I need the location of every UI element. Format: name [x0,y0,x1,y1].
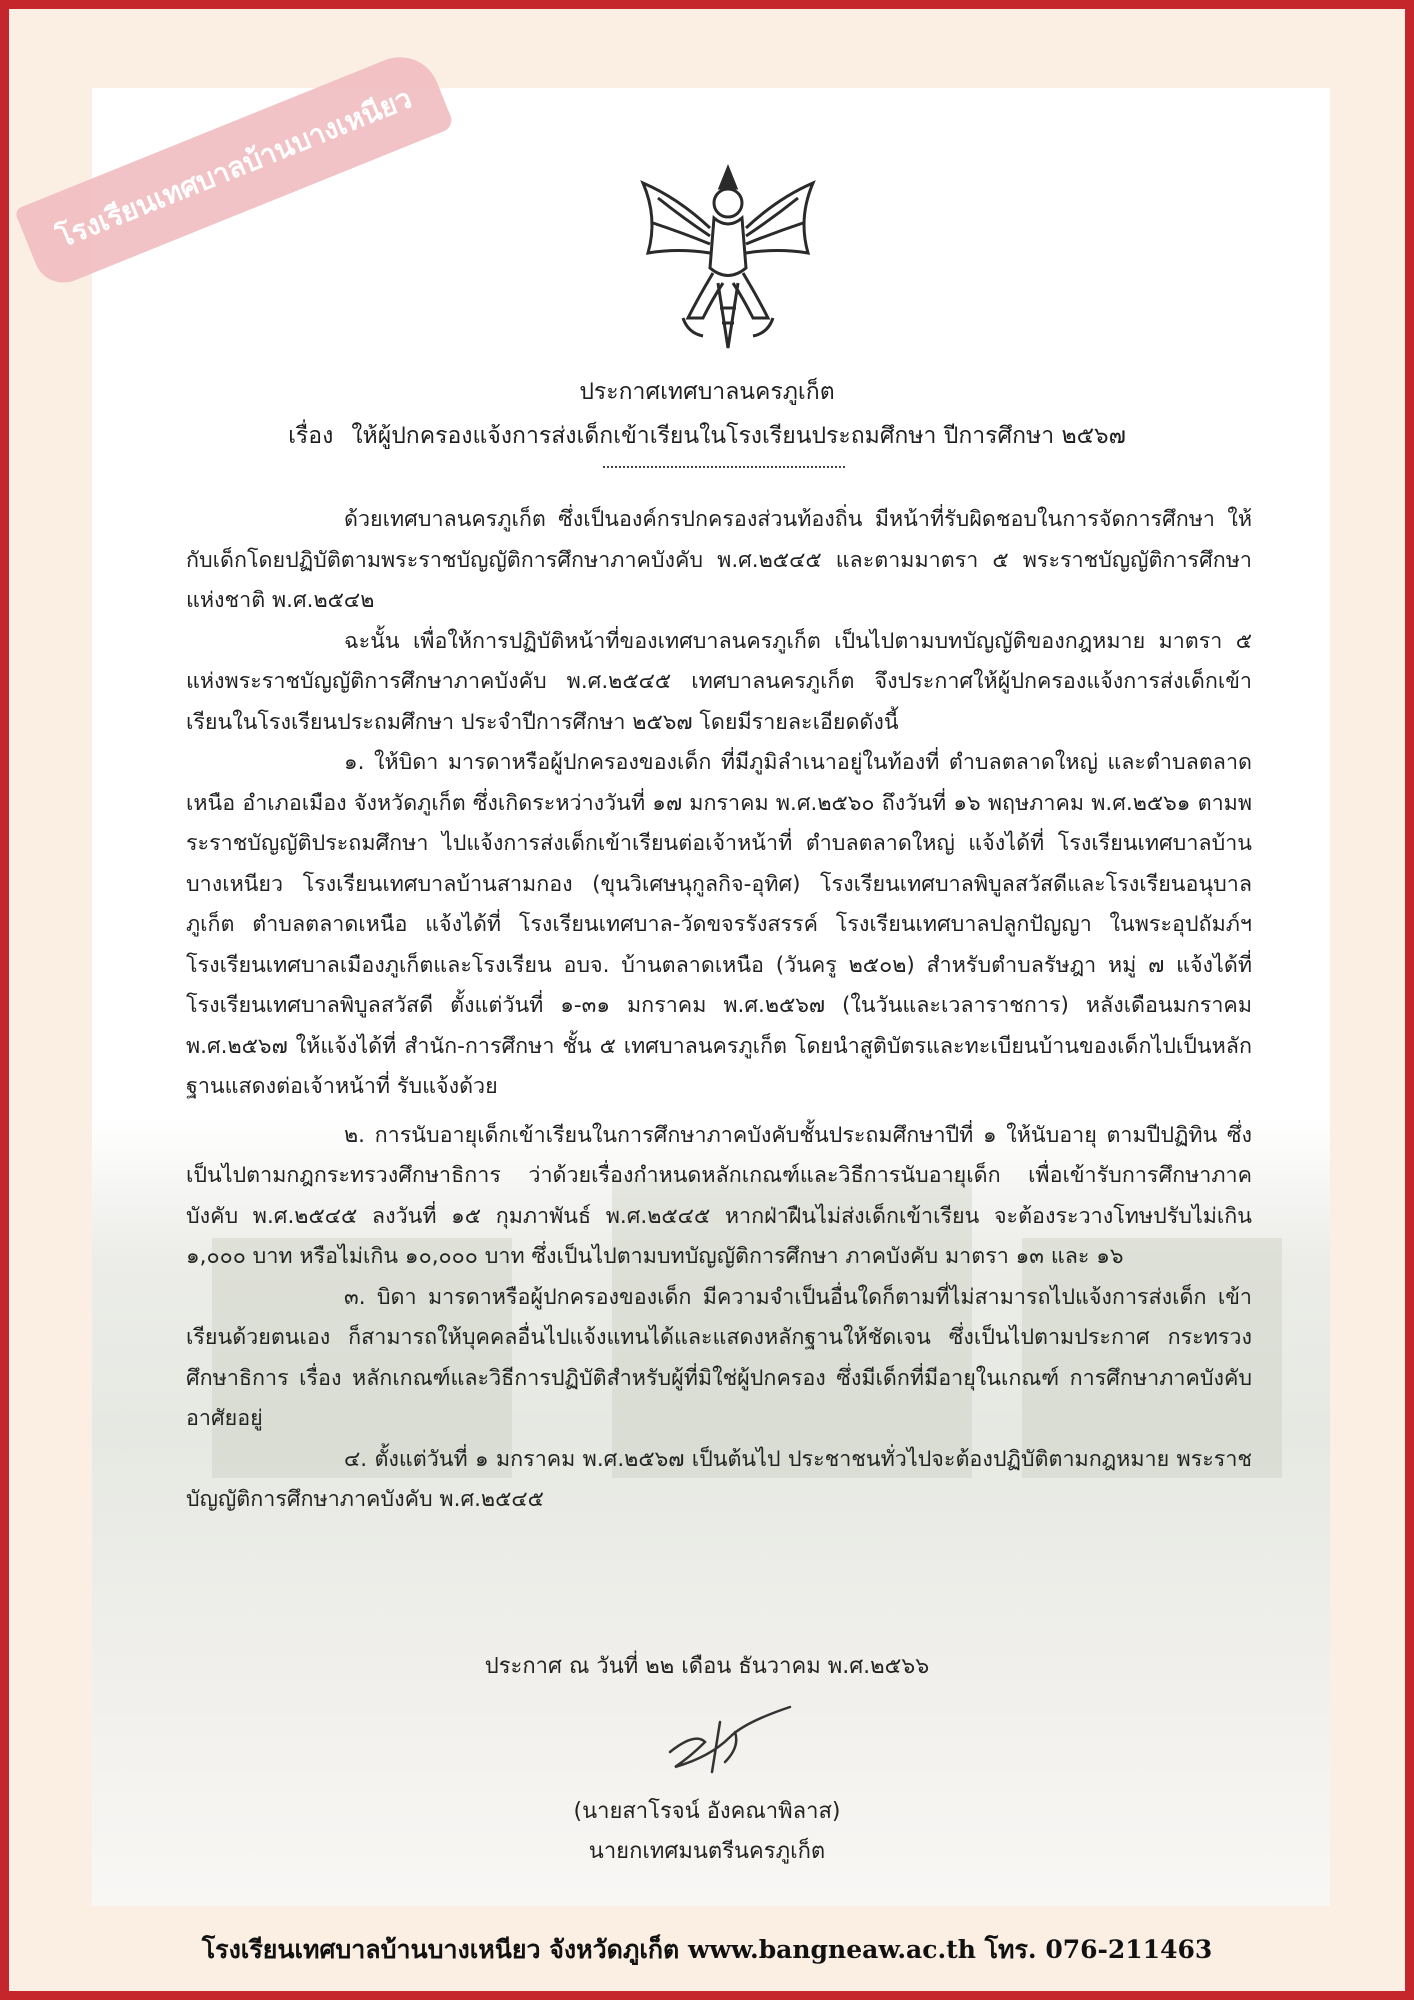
document-title: ประกาศเทศบาลนครภูเก็ต [579,379,835,405]
ribbon-text: โรงเรียนเทศบาลบ้านบางเหนียว [52,81,417,255]
body-paragraph-1: ด้วยเทศบาลนครภูเก็ต ซึ่งเป็นองค์กรปกครองส่วนท้องถิ่น มีหน้าที่รับผิดชอบในการจัดการศึกษา ให้กับเด็กโดยปฏิบัติตามพระราชบัญญัติการศึกษาภาคบังคับ พ.ศ.๒๕๔๕ และตามมาตรา ๕ พระราชบัญญัติการศึกษาแห่งชาติ พ.ศ.๒๕๔๒ [186,507,1252,613]
body-paragraph-5: ๓. บิดา มารดาหรือผู้ปกครองของเด็ก มีความจำเป็นอื่นใดก็ตามที่ไม่สามารถไปแจ้งการส่งเด็ก เข้าเรียนด้วยตนเอง ก็สามารถให้บุคคลอื่นไปแจ้งแทนได้และแสดงหลักฐานให้ชัดเจน ซึ่งเป็นไปตามประกาศ กระทรวงศึกษาธิการ เรื่อง หลักเกณฑ์และวิธีการปฏิบัติสำหรับผู้ที่มิใช่ผู้ปกครอง ซึ่งมีเด็กที่มีอายุในเกณฑ์ การศึกษาภาคบังคับอาศัยอยู่ [186,1284,1252,1431]
footer-contact: โรงเรียนเทศบาลบ้านบางเหนียว จังหวัดภูเก็ต www.bangneaw.ac.th โทร. 076-211463 [201,1935,1213,1964]
body-paragraph-4: ๒. การนับอายุเด็กเข้าเรียนในการศึกษาภาคบังคับชั้นประถมศึกษาปีที่ ๑ ให้นับอายุ ตามปีปฏิทิน ซึ่งเป็นไปตามกฎกระทรวงศึกษาธิการ ว่าด้วยเรื่องกำหนดหลักเกณฑ์และวิธีการนับอายุเด็ก เพื่อเข้ารับการศึกษาภาคบังคับ พ.ศ.๒๕๔๕ ลงวันที่ ๑๕ กุมภาพันธ์ พ.ศ.๒๕๔๕ หากฝ่าฝืนไม่ส่งเด็กเข้าเรียน จะต้องระวางโทษปรับไม่เกิน ๑,๐๐๐ บาท หรือไม่เกิน ๑๐,๐๐๐ บาท ซึ่งเป็นไปตามบทบัญญัติการศึกษา ภาคบังคับ มาตรา ๑๓ และ ๑๖ [186,1122,1252,1269]
subject-label: เรื่อง [288,423,334,449]
handwritten-signature-icon [650,1702,800,1782]
signatory-position: นายกเทศมนตรีนครภูเก็ต [588,1839,826,1864]
body-paragraph-6: ๔. ตั้งแต่วันที่ ๑ มกราคม พ.ศ.๒๕๖๗ เป็นต้นไป ประชาชนทั่วไปจะต้องปฏิบัติตามกฎหมาย พระราชบัญญัติการศึกษาภาคบังคับ พ.ศ.๒๕๔๕ [186,1446,1252,1512]
document-subject [0,418,1414,454]
garuda-emblem-icon [628,158,828,358]
body-paragraph-3: ๑. ให้บิดา มารดาหรือผู้ปกครองของเด็ก ที่มีภูมิลำเนาอยู่ในท้องที่ ตำบลตลาดใหญ่ และตำบลตลาดเหนือ อำเภอเมือง จังหวัดภูเก็ต ซึ่งเกิดระหว่างวันที่ ๑๗ มกราคม พ.ศ.๒๕๖๐ ถึงวันที่ ๑๖ พฤษภาคม พ.ศ.๒๕๖๑ ตามพระราชบัญญัติประถมศึกษา ไปแจ้งการส่งเด็กเข้าเรียนต่อเจ้าหน้าที่ ตำบลตลาดใหญ่ แจ้งได้ที่ โรงเรียนเทศบาลบ้านบางเหนียว โรงเรียนเทศบาลบ้านสามกอง (ขุนวิเศษนุกูลกิจ-อุทิศ) โรงเรียนเทศบาลพิบูลสวัสดีและโรงเรียนอนุบาลภูเก็ต ตำบลตลาดเหนือ แจ้งได้ที่ โรงเรียนเทศบาล-วัดขจรรังสรรค์ โรงเรียนเทศบาลปลูกปัญญา ในพระอุปถัมภ์ฯ โรงเรียนเทศบาลเมืองภูเก็ตและโรงเรียน อบจ. บ้านตลาดเหนือ (วันครู ๒๕๐๒) สำหรับตำบลรัษฎา หมู่ ๗ แจ้งได้ที่ โรงเรียนเทศบาลพิบูลสวัสดี ตั้งแต่วันที่ ๑-๓๑ มกราคม พ.ศ.๒๕๖๗ (ในวันและเวลาราชการ) หลังเดือนมกราคม พ.ศ.๒๕๖๗ ให้แจ้งได้ที่ สำนัก-การศึกษา ชั้น ๕ เทศบาลนครภูเก็ต โดยนำสูติบัตรและทะเบียนบ้านของเด็กไปเป็นหลักฐานแสดงต่อเจ้าหน้าที่ รับแจ้งด้วย [186,750,1252,1099]
subject-text: ให้ผู้ปกครองแจ้งการส่งเด็กเข้าเรียนในโรงเรียนประถมศึกษา ปีการศึกษา ๒๕๖๗ [351,423,1126,449]
signatory-name: (นายสาโรจน์ อังคณาพิลาส) [573,1799,841,1824]
document-body [186,500,1252,1521]
body-paragraph-2: ฉะนั้น เพื่อให้การปฏิบัติหน้าที่ของเทศบาลนครภูเก็ต เป็นไปตามบทบัญญัติของกฎหมาย มาตรา ๕ แห่งพระราชบัญญัติการศึกษาภาคบังคับ พ.ศ.๒๕๔๕ เทศบาลนครภูเก็ต จึงประกาศให้ผู้ปกครองแจ้งการส่งเด็กเข้าเรียนในโรงเรียนประถมศึกษา ประจำปีการศึกษา ๒๕๖๗ โดยมีรายละเอียดดังนี้ [186,628,1252,735]
dotted-divider [603,466,845,468]
announcement-date: ประกาศ ณ วันที่ ๒๒ เดือน ธันวาคม พ.ศ.๒๕๖๖ [484,1654,930,1679]
